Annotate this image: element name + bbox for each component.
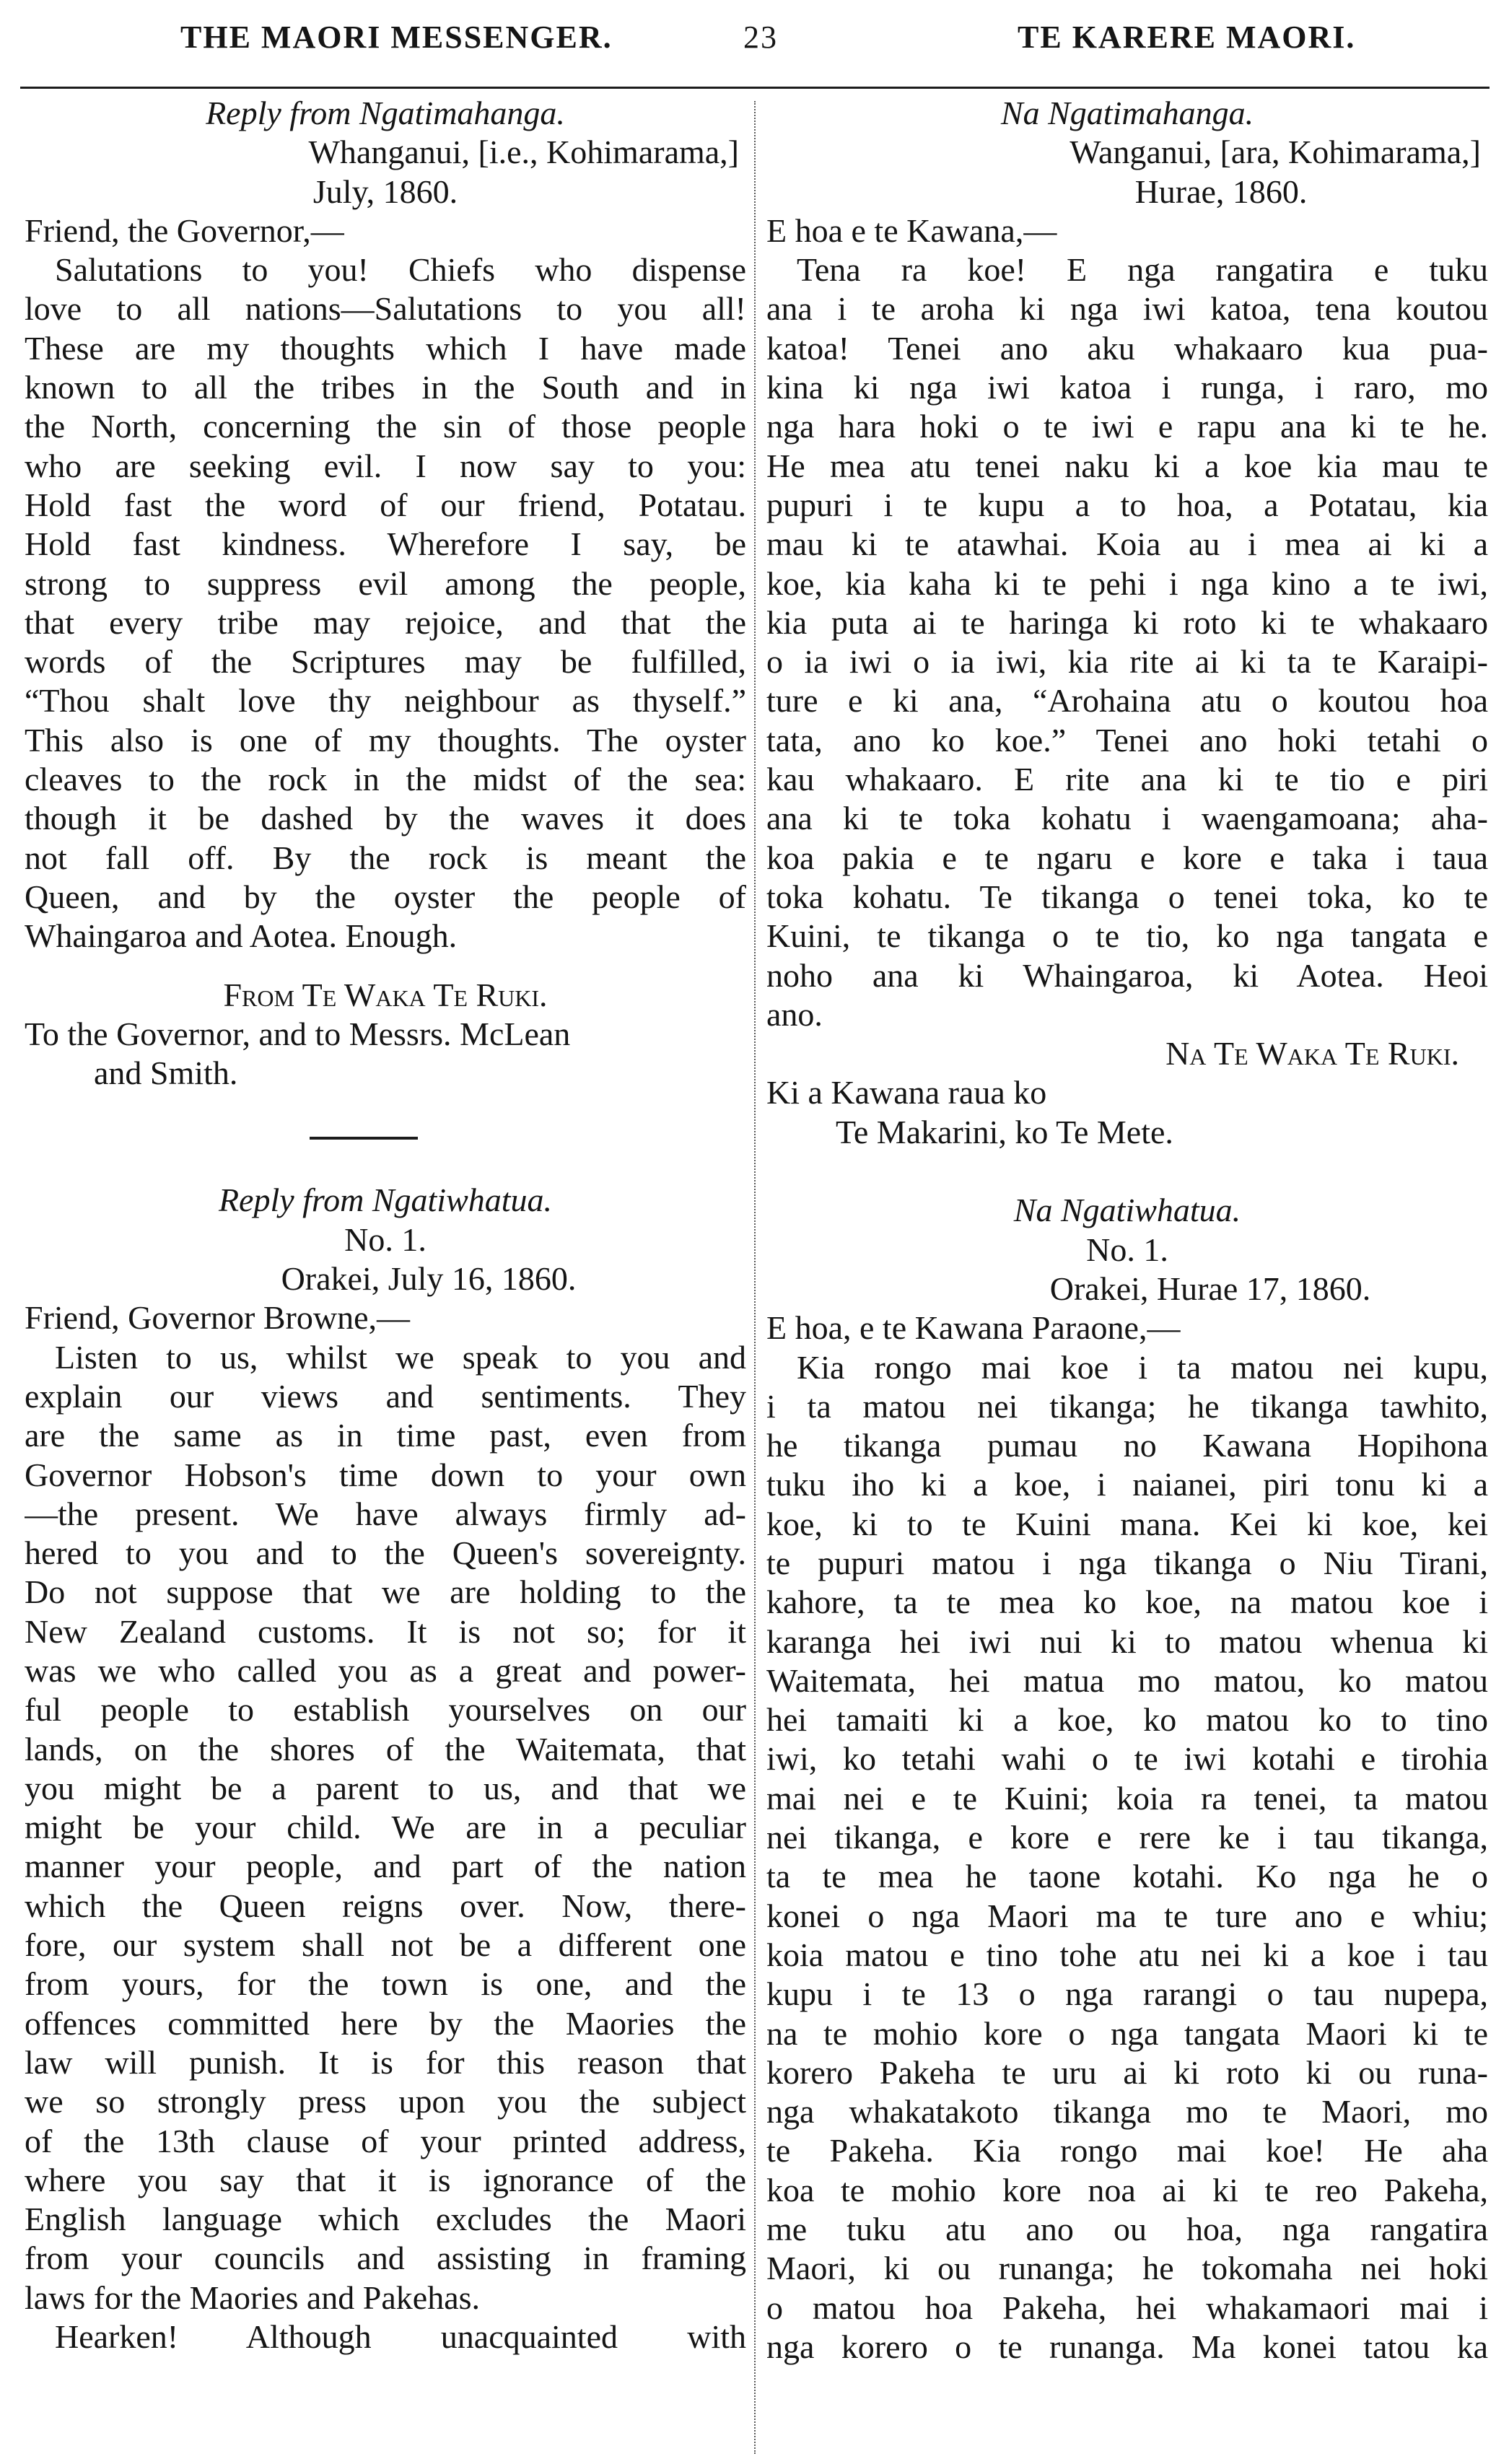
letter-place: Wanganui, [ara, Kohimarama,] bbox=[1070, 134, 1481, 171]
body-line: koe, kia kaha ki te pehi i nga kino a te iwi, bbox=[766, 564, 1488, 602]
section-separator bbox=[310, 1137, 418, 1140]
letter-body bbox=[25, 1338, 746, 2357]
body-line: iwi, ko tetahi wahi o te iwi kotahi e tirohia bbox=[766, 1740, 1488, 1778]
body-line: are the same as in time past, even from bbox=[25, 1417, 746, 1454]
letter-addressee-continued: Te Makarini, ko Te Mete. bbox=[836, 1113, 1173, 1150]
body-line: Queen, and by the oyster the people of bbox=[25, 878, 746, 915]
body-line: koa pakia e te ngaru e kore e taka i taua bbox=[766, 839, 1488, 876]
body-line: te Pakeha. Kia rongo mai koe! He aha bbox=[766, 2132, 1488, 2170]
masthead-english-title: THE MAORI MESSENGER. bbox=[180, 19, 613, 55]
body-line: Tena ra koe! E nga rangatira e tuku bbox=[797, 251, 1488, 289]
body-line: of the 13th clause of your printed address, bbox=[25, 2122, 746, 2159]
body-line: mai nei e te Kuini; koia ra tenei, ta matou bbox=[766, 1779, 1488, 1817]
letter-heading: Na Ngatiwhatua. bbox=[1013, 1192, 1241, 1229]
body-line: Whaingaroa and Aotea. Enough. bbox=[25, 917, 458, 955]
body-line: laws for the Maories and Pakehas. bbox=[25, 2279, 481, 2316]
body-line: ful people to establish yourselves on our bbox=[25, 1691, 746, 1729]
body-line: strong to suppress evil among the people, bbox=[25, 564, 746, 602]
column-divider bbox=[754, 101, 756, 2454]
body-line: from yours, for the town is one, and the bbox=[25, 1965, 746, 2003]
letter-addressee: Ki a Kawana raua ko bbox=[766, 1074, 1047, 1111]
letter-number: No. 1. bbox=[1086, 1231, 1168, 1268]
body-line: kina ki nga iwi katoa i runga, i raro, mo bbox=[766, 369, 1488, 406]
letter-signature: From Te Waka Te Ruki. bbox=[223, 976, 548, 1013]
body-line: o ia iwi o ia iwi, kia rite ai ki ta te Karaipi- bbox=[766, 643, 1488, 681]
letter-salutation: Friend, Governor Browne,— bbox=[25, 1299, 411, 1337]
body-line: Kuini, te tikanga o te tio, ko nga tangata e bbox=[766, 917, 1488, 955]
maori-column bbox=[766, 94, 1488, 2367]
body-line: Waitemata, hei matua mo matou, ko matou bbox=[766, 1661, 1488, 1699]
body-line: Kia rongo mai koe i ta matou nei kupu, bbox=[797, 1348, 1488, 1386]
body-line: law will punish. It is for this reason that bbox=[25, 2043, 746, 2081]
body-line: known to all the tribes in the South and in bbox=[25, 369, 746, 406]
letter-salutation: E hoa, e te Kawana Paraone,— bbox=[766, 1309, 1181, 1347]
body-line: korero Pakeha te uru ai ki roto ki ou runa- bbox=[766, 2053, 1488, 2091]
body-line: was we who called you as a great and power- bbox=[25, 1651, 746, 1689]
body-line: manner your people, and part of the nation bbox=[25, 1848, 746, 1885]
body-line: Listen to us, whilst we speak to you and bbox=[55, 1338, 746, 1376]
body-line: you might be a parent to us, and that we bbox=[25, 1769, 746, 1807]
body-line: konei o nga Maori ma te ture ano e whiu; bbox=[766, 1897, 1488, 1934]
letter-date: July, 1860. bbox=[312, 172, 458, 210]
body-line: ana ki te toka kohatu i waengamoana; aha- bbox=[766, 800, 1488, 837]
letter-salutation: Friend, the Governor,— bbox=[25, 211, 344, 249]
body-line: hei tamaiti ki a koe, ko matou ko to tino bbox=[766, 1701, 1488, 1739]
body-line: pupuri i te kupu a to hoa, a Potatau, kia bbox=[766, 486, 1488, 523]
body-line: Hearken! Although unacquainted with bbox=[55, 2318, 746, 2356]
letter-place: Whanganui, [i.e., Kohimarama,] bbox=[308, 134, 739, 171]
body-line: cleaves to the rock in the midst of the sea: bbox=[25, 761, 746, 798]
body-line: nga whakatakoto tikanga mo te Maori, mo bbox=[766, 2093, 1488, 2131]
body-line: me tuku atu ano ou hoa, nga rangatira bbox=[766, 2211, 1488, 2248]
english-column bbox=[25, 94, 746, 2356]
body-line: Hold fast the word of our friend, Potatau. bbox=[25, 486, 746, 523]
body-line: lands, on the shores of the Waitemata, that bbox=[25, 1730, 746, 1768]
body-line: New Zealand customs. It is not so; for it bbox=[25, 1612, 746, 1650]
letter-number: No. 1. bbox=[344, 1220, 427, 1258]
body-line: though it be dashed by the waves it does bbox=[25, 800, 746, 837]
body-line: These are my thoughts which I have made bbox=[25, 329, 746, 367]
body-line: offences committed here by the Maories the bbox=[25, 2004, 746, 2042]
body-line: fore, our system shall not be a different one bbox=[25, 1926, 746, 1964]
letter-body bbox=[766, 1348, 1488, 2367]
body-line: i ta matou nei tikanga; he tikanga tawhito, bbox=[766, 1387, 1488, 1425]
body-line: kupu i te 13 o nga rarangi o tau nupepa, bbox=[766, 1975, 1488, 2013]
letter-addressee-continued: and Smith. bbox=[94, 1054, 238, 1092]
body-line: toka kohatu. Te tikanga o tenei toka, ko te bbox=[766, 878, 1488, 915]
body-line: hered to you and to the Queen's sovereignty. bbox=[25, 1534, 746, 1572]
body-line: nga korero o te runanga. Ma konei tatou ka bbox=[766, 2328, 1488, 2365]
body-line: not fall off. By the rock is meant the bbox=[25, 839, 746, 876]
body-line: ana i te aroha ki nga iwi katoa, tena koutou bbox=[766, 290, 1488, 328]
body-line: te pupuri matou i nga tikanga o Niu Tirani, bbox=[766, 1544, 1488, 1581]
body-line: Governor Hobson's time down to your own bbox=[25, 1456, 746, 1493]
body-line: noho ana ki Whaingaroa, ki Aotea. Heoi bbox=[766, 956, 1488, 994]
body-line: English language which excludes the Maori bbox=[25, 2201, 746, 2238]
body-line: koa te mohio kore noa ai ki te reo Pakeha, bbox=[766, 2171, 1488, 2209]
body-line: koia matou e tino tohe atu nei ki a koe i tau bbox=[766, 1936, 1488, 1973]
body-line: o matou hoa Pakeha, hei whakamaori mai i bbox=[766, 2289, 1488, 2326]
body-line: “Thou shalt love thy neighbour as thyself.” bbox=[25, 682, 746, 720]
body-line: where you say that it is ignorance of the bbox=[25, 2161, 746, 2198]
body-line: ano. bbox=[766, 995, 823, 1033]
body-line: Salutations to you! Chiefs who dispense bbox=[55, 251, 746, 289]
letter-body bbox=[766, 250, 1488, 1034]
body-line: that every tribe may rejoice, and that the bbox=[25, 603, 746, 641]
body-line: Hold fast kindness. Wherefore I say, be bbox=[25, 525, 746, 563]
letter-heading: Reply from Ngatiwhatua. bbox=[218, 1181, 553, 1219]
body-line: nga hara hoki o te iwi e rapu ana ki te he. bbox=[766, 408, 1488, 445]
body-line: —the present. We have always firmly ad- bbox=[25, 1495, 746, 1532]
body-line: the North, concerning the sin of those people bbox=[25, 408, 746, 445]
header-rule bbox=[20, 87, 1490, 89]
letter-heading: Reply from Ngatimahanga. bbox=[206, 95, 565, 131]
body-line: katoa! Tenei ano aku whakaaro kua pua- bbox=[766, 329, 1488, 367]
body-line: we so strongly press upon you the subject bbox=[25, 2083, 746, 2120]
body-line: words of the Scriptures may be fulfilled, bbox=[25, 643, 746, 681]
body-line: nei tikanga, e kore e rere ke i tau tikanga, bbox=[766, 1819, 1488, 1856]
body-line: explain our views and sentiments. They bbox=[25, 1377, 746, 1415]
body-line: he tikanga pumau no Kawana Hopihona bbox=[766, 1427, 1488, 1464]
letter-salutation: E hoa e te Kawana,— bbox=[766, 211, 1057, 249]
body-line: He mea atu tenei naku ki a koe kia mau te bbox=[766, 447, 1488, 484]
body-line: who are seeking evil. I now say to you: bbox=[25, 447, 746, 484]
letter-heading: Na Ngatimahanga. bbox=[1000, 95, 1254, 131]
body-line: ta te mea he taone kotahi. Ko nga he o bbox=[766, 1858, 1488, 1895]
body-line: This also is one of my thoughts. The oyster bbox=[25, 721, 746, 759]
body-line: from your councils and assisting in framing bbox=[25, 2240, 746, 2277]
letter-signature: Na Te Waka Te Ruki. bbox=[1165, 1035, 1459, 1072]
body-line: Do not suppose that we are holding to the bbox=[25, 1573, 746, 1611]
page-number: 23 bbox=[743, 19, 778, 55]
letter-body bbox=[25, 250, 746, 956]
masthead-maori-title: TE KARERE MAORI. bbox=[1018, 19, 1356, 55]
body-line: ture e ki ana, “Arohaina atu o koutou hoa bbox=[766, 682, 1488, 720]
body-line: Maori, ki ou runanga; he tokomaha nei hoki bbox=[766, 2250, 1488, 2287]
letter-place-date: Orakei, Hurae 17, 1860. bbox=[1049, 1270, 1371, 1307]
body-line: might be your child. We are in a peculiar bbox=[25, 1809, 746, 1846]
body-line: koe, ki to te Kuini mana. Kei ki koe, kei bbox=[766, 1505, 1488, 1542]
body-line: kia puta ai te haringa ki roto ki te whakaaro bbox=[766, 603, 1488, 641]
body-line: mau ki te atawhai. Koia au i mea ai ki a bbox=[766, 525, 1488, 563]
body-line: tuku iho ki a koe, i naianei, piri tonu ki a bbox=[766, 1466, 1488, 1503]
body-line: tata, ano ko koe.” Tenei ano hoki tetahi o bbox=[766, 721, 1488, 759]
letter-addressee: To the Governor, and to Messrs. McLean bbox=[25, 1015, 571, 1052]
letter-place-date: Orakei, July 16, 1860. bbox=[281, 1260, 577, 1298]
body-line: love to all nations—Salutations to you all! bbox=[25, 290, 746, 328]
body-line: which the Queen reigns over. Now, there- bbox=[25, 1887, 746, 1924]
body-line: kahore, ta te mea ko koe, na matou koe i bbox=[766, 1583, 1488, 1621]
letter-date: Hurae, 1860. bbox=[1134, 172, 1308, 210]
body-line: karanga hei iwi nui ki to matou whenua ki bbox=[766, 1622, 1488, 1660]
body-line: kau whakaaro. E rite ana ki te tio e piri bbox=[766, 761, 1488, 798]
body-line: na te mohio kore o nga tangata Maori ki te bbox=[766, 2014, 1488, 2052]
